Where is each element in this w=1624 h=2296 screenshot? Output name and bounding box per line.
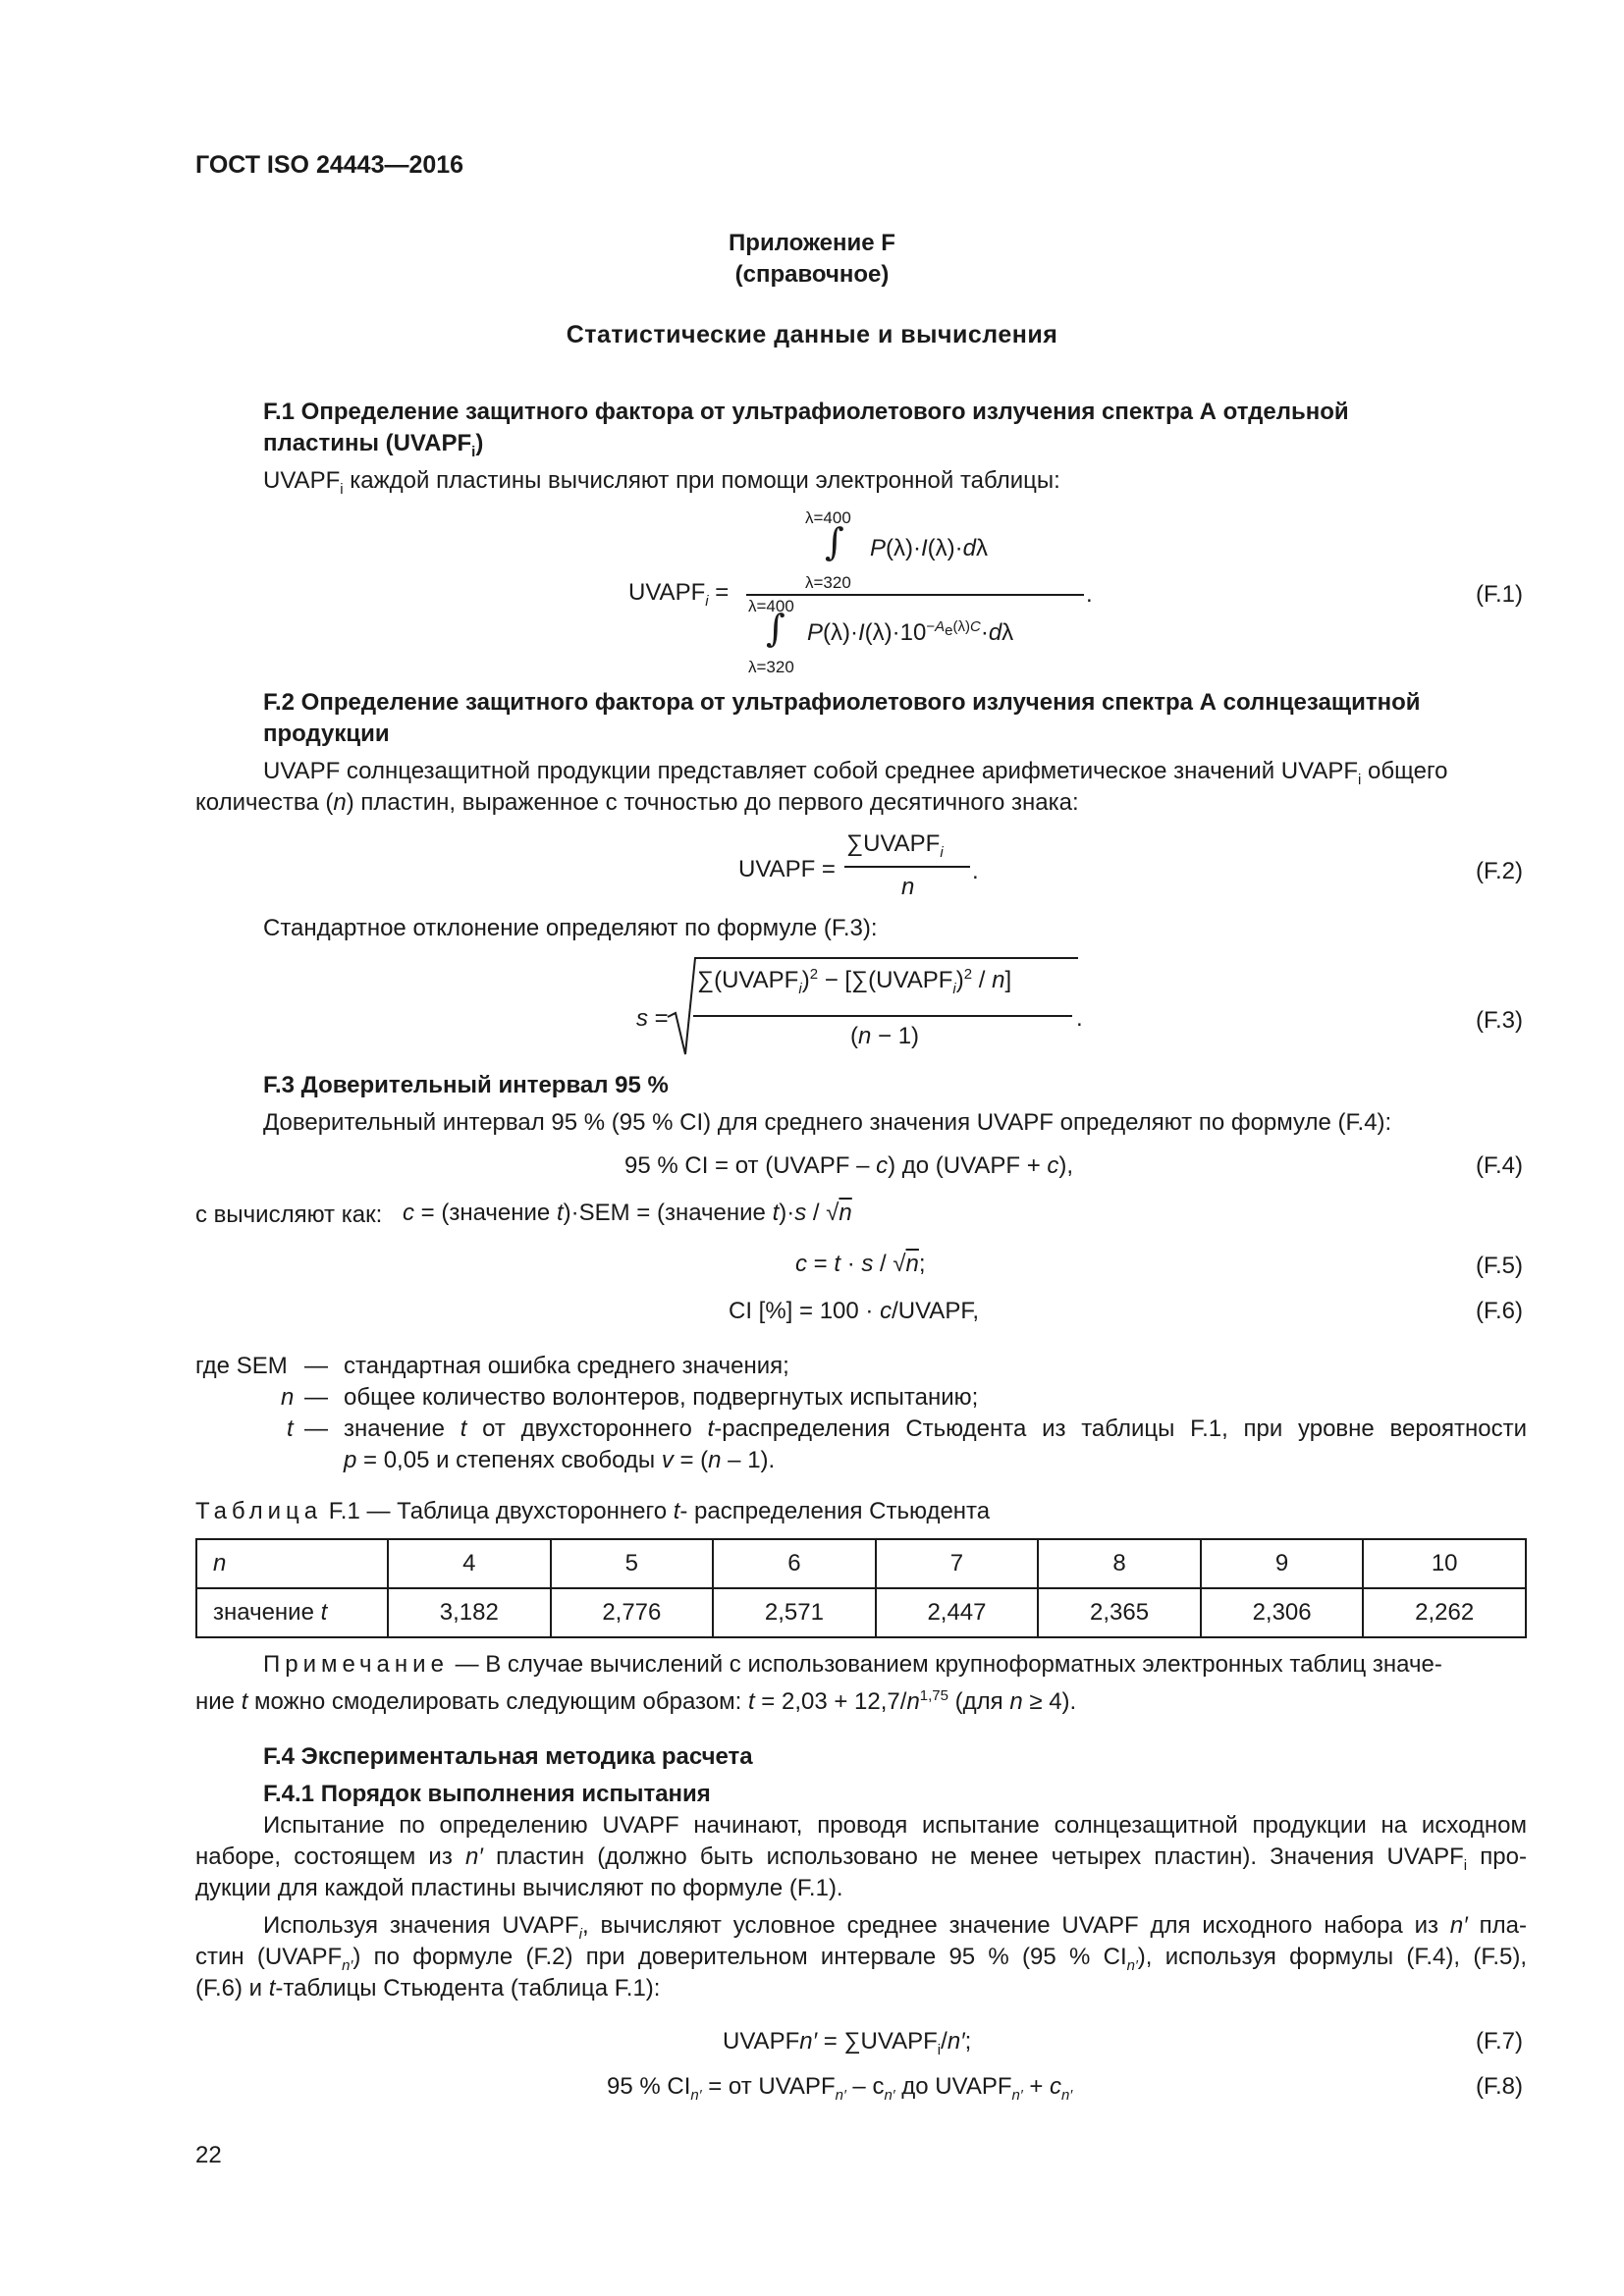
formula-f6-number: (F.6) <box>1476 1298 1523 1324</box>
where-text-n: общее количество волонтеров, подвергнутых испытанию; <box>344 1384 979 1411</box>
formula-f2-numerator: $\sum UVAPF_i$ <box>846 830 944 861</box>
section-f2-text-cont: количества (n) пластин, выраженное с точностью до первого десятичного знака: <box>195 789 1079 816</box>
note-line2: ние t можно смоделировать следующим образом: $t = 2,03 + 12,7/n^{1,75}$ (для n ≥ 4). <box>195 1687 1077 1715</box>
formula-f1-den-lower-limit: λ=320 <box>748 658 794 676</box>
formula-f1-num-lower-limit: λ=320 <box>805 573 851 592</box>
formula-f2-denominator: n <box>901 874 915 900</box>
where-term-sem: где SEM <box>195 1353 288 1379</box>
p1-line3: дукции для каждой пластины вычисляют по формуле (F.1). <box>195 1875 843 1901</box>
fraction-bar <box>844 866 970 868</box>
integral-icon: ∫ <box>766 607 785 650</box>
table-cell: 3,182 <box>388 1588 551 1637</box>
table-cell: 10 <box>1363 1539 1526 1588</box>
document-id: ГОСТ ISO 24443—2016 <box>195 151 464 179</box>
page-number: 22 <box>195 2142 222 2168</box>
note-line1: Примечание — В случае вычислений с использованием крупноформатных электронных таблиц значе- <box>263 1651 1442 1678</box>
table-cell: 7 <box>876 1539 1039 1588</box>
formula-f3-number: (F.3) <box>1476 1007 1523 1034</box>
table-cell: 2,776 <box>551 1588 714 1637</box>
formula-f2-lhs: UVAPF = <box>738 856 836 882</box>
formula-f3-lhs: s = <box>636 1005 669 1032</box>
p2-line2: стин $(UVAPF_{n'})$ по формуле (F.2) при доверительном интервале 95 % (95 % $CI_{n'}$), используя формулы (F.4), (F.5), <box>195 1944 1528 1974</box>
table-cell: 2,571 <box>713 1588 876 1637</box>
formula-f1-period: . <box>1086 581 1093 608</box>
formula-f8-number: (F.8) <box>1476 2073 1523 2100</box>
formula-f2-number: (F.2) <box>1476 858 1523 884</box>
formula-f3-numerator: $\sum(UVAPF_i)^2$ − $[\sum(UVAPF_i)^2 / n]$ <box>697 966 1012 997</box>
formula-f5: c = t · s / √n; <box>795 1251 926 1277</box>
section-f1-heading: F.1 Определение защитного фактора от ультрафиолетового излучения спектра А отдельной <box>263 399 1349 425</box>
table-cell: 6 <box>713 1539 876 1588</box>
section-f2-text: UVAPF солнцезащитной продукции представляет собой среднее арифметическое значений $UVAPF_i$ общего <box>263 758 1448 788</box>
table-row <box>196 1539 1526 1588</box>
formula-f1-lhs: $UVAPF_i$ = <box>628 579 730 610</box>
fraction-bar <box>746 594 1084 596</box>
table-cell: 5 <box>551 1539 714 1588</box>
table-cell-label: значение t <box>196 1588 388 1637</box>
table-cell: 2,447 <box>876 1588 1039 1637</box>
annex-heading: Статистические данные и вычисления <box>566 321 1058 348</box>
table-cell: 2,365 <box>1038 1588 1201 1637</box>
integral-icon: ∫ <box>825 520 844 563</box>
where-text-t: значение t от двухстороннего t-распределения Стьюдента из таблицы F.1, при уровне вероятности <box>344 1415 1528 1442</box>
where-term-t: t <box>287 1415 294 1442</box>
section-f1-text: $UVAPF_i$ каждой пластины вычисляют при помощи электронной таблицы: <box>263 467 1060 498</box>
formula-f1-den-upper-limit: λ=400 <box>748 597 794 615</box>
where-dash: — <box>304 1415 328 1442</box>
table-caption: Таблица F.1 — Таблица двухстороннего t- распределения Стьюдента <box>195 1498 991 1524</box>
formula-f2-period: . <box>972 858 979 884</box>
formula-f1-numerator: P(λ)·I(λ)·dλ <box>870 535 989 561</box>
formula-f1-number: (F.1) <box>1476 581 1523 608</box>
section-f1-heading-cont: пластины $(UVAPF_i)$ <box>263 430 484 460</box>
table-cell: 8 <box>1038 1539 1201 1588</box>
p1-line2: наборе, состоящем из n′ пластин (должно быть использовано не менее четырех пластин). Значения $UVAPF_i$ про- <box>195 1843 1527 1874</box>
where-term-n: n <box>281 1384 295 1411</box>
p2-line1: Используя значения $UVAPF_i$, вычисляют условное среднее значение UVAPF для исходного набора из n′ пла- <box>263 1912 1527 1943</box>
c-formula: c = (значение t)·SEM = (значение t)·s / √n <box>403 1200 852 1226</box>
student-t-table <box>195 1538 1527 1638</box>
std-text: Стандартное отклонение определяют по формуле (F.3): <box>263 915 878 941</box>
formula-f7-number: (F.7) <box>1476 2028 1523 2055</box>
section-f41-heading: F.4.1 Порядок выполнения испытания <box>263 1781 711 1807</box>
formula-f4: 95 % CI = от (UVAPF – c) до (UVAPF + c), <box>624 1152 1074 1179</box>
section-f3-heading: F.3 Доверительный интервал 95 % <box>263 1072 669 1098</box>
annex-title: Приложение F <box>729 230 895 256</box>
table-cell: 9 <box>1201 1539 1364 1588</box>
annex-kind: (справочное) <box>734 261 890 288</box>
formula-f1-num-upper-limit: λ=400 <box>805 508 851 527</box>
formula-f6: CI [%] = 100 · c/UVAPF, <box>729 1298 979 1324</box>
formula-f8: 95 % $CI_{n'}$ = от $UVAPF_{n'} - c_{n'}$ до $UVAPF_{n'} + c_{n'}$ <box>607 2073 1073 2104</box>
table-cell: 2,262 <box>1363 1588 1526 1637</box>
p1-line1: Испытание по определению UVAPF начинают, проводя испытание солнцезащитной продукции на исходном <box>263 1812 1527 1839</box>
formula-f4-number: (F.4) <box>1476 1152 1523 1179</box>
where-text-sem: стандартная ошибка среднего значения; <box>344 1353 789 1379</box>
fraction-bar <box>693 1015 1072 1017</box>
table-cell-label: n <box>196 1539 388 1588</box>
c-label: с вычисляют как: <box>195 1201 383 1228</box>
formula-f3-denominator: (n − 1) <box>850 1023 920 1049</box>
formula-f5-number: (F.5) <box>1476 1253 1523 1279</box>
formula-f7: UVAPFn′ = $\sum UVAPF_i/n'$; <box>723 2028 972 2058</box>
table-cell: 2,306 <box>1201 1588 1364 1637</box>
section-f2-heading: F.2 Определение защитного фактора от ультрафиолетового излучения спектра А солнцезащитной <box>263 689 1421 716</box>
table-row <box>196 1588 1526 1637</box>
section-f2-heading-cont: продукции <box>263 721 390 747</box>
where-text-t-cont: p = 0,05 и степенях свободы v = (n – 1). <box>344 1447 776 1473</box>
p2-line3: (F.6) и t-таблицы Стьюдента (таблица F.1): <box>195 1975 661 2002</box>
section-f3-text: Доверительный интервал 95 % (95 % CI) для среднего значения UVAPF определяют по формуле (F.4): <box>263 1109 1392 1136</box>
section-f4-heading: F.4 Экспериментальная методика расчета <box>263 1743 753 1770</box>
table-cell: 4 <box>388 1539 551 1588</box>
where-dash: — <box>304 1384 328 1411</box>
formula-f1-denominator: $P(\lambda)\cdot I(\lambda)\cdot 10^{-A_e(\lambda)C}\cdot d\lambda$ <box>807 618 1014 646</box>
where-dash: — <box>304 1353 328 1379</box>
formula-f3-period: . <box>1076 1005 1083 1032</box>
